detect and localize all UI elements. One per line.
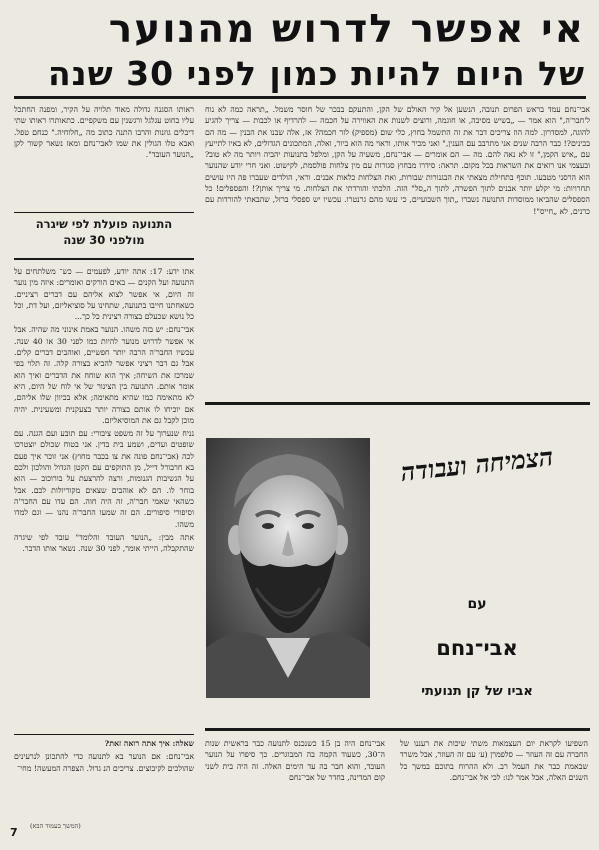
feature-caption: אביו של קן תנועתי: [421, 684, 533, 699]
article-left-column-middle: [14, 266, 194, 726]
article-paragraph: ראותו הסגנה גדולה מאוד תלויה על הקיר, ומפנה החתכל עליו בחוט עגלגל ורגשנין עם משקפיים. כתאותרו ראותו שתי דיבלים גוזנות והרבו התנה כתוב מה „חלוחיה." כנחם טפל. ואבא טלו הגולין את שמו לאבי־נחם ומאז נשאר קשור לקן „הנוער העובד".: [14, 105, 194, 160]
article-paragraph: אבי־נחם עמד בראש הפרום תנובה, הנשען אל קיר האולם של הקן, והתעקם בבכר של חוסר משמל. „תראה כמה לא נוח ל'חבר'ה," הוא אמר — „בשיש מסיבה, או חוגמה, ורוצים לשנות את האווירה על חכמה — להרדיף או לכבות — צריך להגיע להוגה, למסדרון. למה הוז צריכים דבר את זה התשמל בחוץ, כלי שום (מספיק) לזר חכמה? אז, אלה שבנו את הבנין — מה הם בכינים?! כבר הרבה שנים אני מתרבב עם הענין," ואני מכיר אותו, וראוי מה הוא ביור, ואלה, המתכונים הגדולים, לא באיו לתייעץ עם „איש הקמן," זו לא נאה להם. מה — הם אומרים — אבי־נחם, משעיה על הקן, ומלפל בתנועות יהביה ויותר מה לא טוב? ובעצמי אנו רואים את השראות בכל מקום. תראה: סידרו מבחוץ סגורות עם מין צלחות פולסמת, לקישוט. ואני חרי יודע שהנוער הוא הרסני מטבעו. תוכף בתחילת מצאתי את הבגנורות שבורות, ואת הצלחות כלאות אבנים. וראי, הולדים שעברו פה היו עושים תחרויות: מי יקלע יותר אבנים לתוך הפשרה, לתוך ה„סל" הזה. הלכתי והורדתי את הצלחות. מי צריך אותן?! והפספלים! כל הספסלים שהביאו ממוסדות התנועה נשברו „תוך השבועיים, כי עשו מהם גרנטרו. עכשיו יש ספסלי ברזל, שהבאתי להורדות עם כרנים, לא „חייס"!: [205, 105, 590, 216]
article-bottom-middle: [205, 738, 385, 828]
feature-rule-bottom: [205, 728, 590, 731]
headline-line-1: אי אפשר לדרוש מהנוער: [108, 7, 585, 52]
article-left-column-bottom: [14, 738, 194, 818]
article-paragraph: אתה מבין: „הנוער העובד והלומד" עובד לפי שיגרה שהתקבלה, הייתי אומר, לפני 30 שנה. נשאר אותו הדבר.: [14, 532, 194, 554]
portrait-illustration: [206, 438, 370, 698]
subhead-line-2: מולפני 30 שנה: [63, 233, 145, 247]
article-left-column-top: [14, 104, 194, 208]
article-right-column: [205, 104, 590, 390]
portrait-photo: [206, 438, 370, 698]
feature-name: אבי־נחם: [436, 636, 518, 660]
article-bottom-right: [400, 738, 588, 828]
article-paragraph: אבי־נחם: אם הנוער בא לתנועה כדי להתכונן לנרעינים שהולכים לקיבוצים. צריכים הנ גדול. הצפרה המעשה! מחי־: [14, 752, 194, 773]
feature-with-label: עם: [467, 596, 487, 612]
article-paragraph: נניח שנערוך על זה משפט ציבורי: עם תובע ועם הגנה. עם שופטים ועדים, ושמע בית בדין. אני בטוח שכולם יוצטרכו לכה (אבי־נחם פונה את צו בכבר מחוץ) אני זוכר איך פעם בא חרבורל דייל, מן התוקפים עם הקטן הגדול והולכון ולכם על הגשיבות הגנומות, ורצה להרצעת על בורוכוב — הוא בוחר לו. הם לא אוהבים שצאים מקוריולות לכם. אבל כשהאי שאמי חבר'ה, זה היה חוה. הם עדו עם החבר'ה וסיפורי סיפורים. הם זה שמעו החבר'ה נהנו — וגם למדו משהו.: [14, 429, 194, 529]
feature-rule-top: [205, 402, 590, 405]
subhead-rule-bottom: [14, 258, 194, 260]
left-column-divider: [14, 734, 194, 735]
headline-line-2: של היום להיות כמון לפני 30 שנה: [48, 54, 585, 93]
subhead-rule-top: [14, 212, 194, 213]
feature-rubric: הצמיחה ועבודה: [399, 442, 555, 487]
subhead-line-1: התנועה פועלת לפי שיגרה: [35, 217, 173, 231]
question-line: שאלה: איך אתה רואה זאת?: [104, 739, 194, 748]
headline: [13, 6, 585, 95]
article-paragraph: השפיעו לקראת יום העצמאות משתי שיכות את רעננו של החברה עם זה העוזר — סלפמרן (ע׳ עם זה העוזר, אבל משרד שבאמת כבר את העמל רב. ולא ההרוח בתוכם במשך כל השנים האלה, אבל אמר לנו: לכי אל אבי־נחם.: [400, 739, 588, 782]
subhead: [14, 216, 194, 248]
article-paragraph: אתו ידע: 17: אתה יודע, לפעמים — כש־ משלתחים על התנועה ועל הקנים — באים הורקים ואומרים: איזה מין נוער זה היום, אי אפשר לצוא אליהם עם דברים רציניים. כשאחתנו חייבו בתנועה, שתחינו על סוציאליזם, ועל דת, וכל כל נושא שכעלם בצורה רצינית כל כך...: [14, 267, 194, 322]
headline-rule: [14, 96, 586, 99]
article-paragraph: אבי־נחם: יש בזה משהו. הנוער באמת אינוני מה שהיה. אבל אי אפשר לדרוש מנוער להיות כמו לפני 30 או 40 שנה. עכשיו החבר'ה הרבה יותר חפשיים, ואוהבים דברים קלים. אבל גם דבר רציני אפשר להביא בצורה קלה. זה תלוי בפי שמרכז את השיחה; איך הוא שוחח את הדברים ואיך הוא אומר אותם. התנועה בין הצינור של אי לוח של היום, היא לא מתאימה כמו שהיא מתאימה; אלא בכיוון שלו אליהם, אם יוכיחו לו אותם בצורה יותר בצעקנית ומשעינית. יהיה מוכן לקבל גם את המוסיאליזם.: [14, 325, 194, 425]
article-paragraph: אבי־נחם היה בן 15 כשנכנס לתנועה כבר בראשית שנות ה־30, כשעוד הקמה בה המבוגרים. כך סיפרו על הנוער העובד, והוא חבר בה עד הימים האלה. זה היה בית לשני קום המדינה, בחדר של אבי־נחם: [205, 739, 385, 782]
page-number: 7: [10, 826, 18, 839]
continued-note: (המשך בעמוד הבא): [30, 822, 81, 830]
